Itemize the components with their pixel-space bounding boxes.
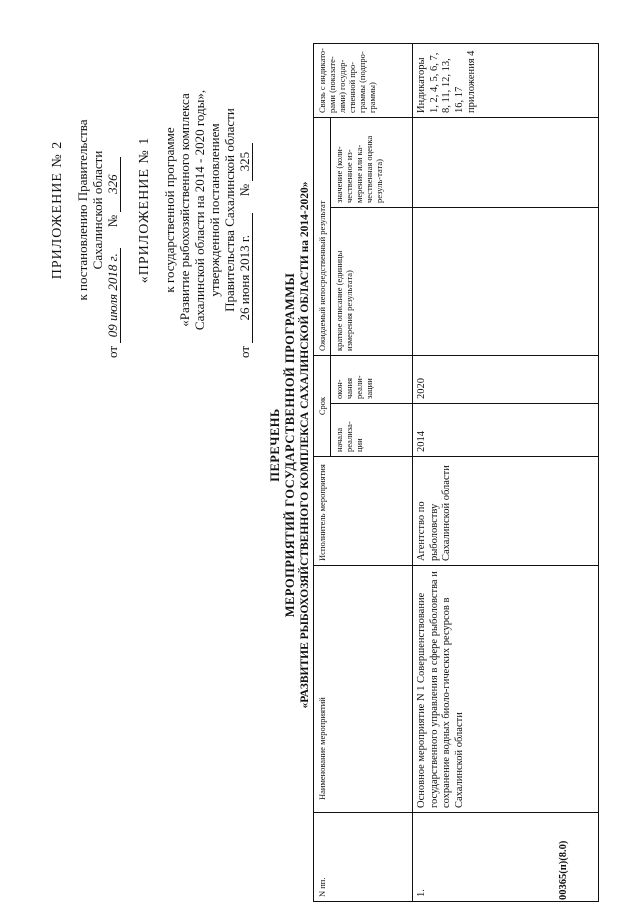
cell-start: 2014 [413,404,599,457]
appendix-resolution-line: к постановлению Правительства [75,119,90,301]
appendix-date: 09 июля 2018 г. [105,248,121,343]
cell-num: 1. [413,813,599,902]
appendix-date-line: от 09 июля 2018 г. № 326 [105,60,121,360]
program-ref-title: «ПРИЛОЖЕНИЕ № 1 [137,136,152,284]
header-expected: Ожидаемый непосредственный результат [314,118,331,356]
cell-end: 2020 [413,356,599,404]
cell-executor: Агентство по рыболовству Сахалинской области [413,457,599,566]
header-term-end: окон-чания реали-зации [331,356,413,404]
document-heading [268,125,313,765]
header-term-start: начала реализа-ции [331,404,413,457]
heading-line3: «РАЗВИТИЕ РЫБОХОЗЯЙСТВЕННОГО КОМПЛЕКСА САХАЛИНСКОЙ ОБЛАСТИ на 2014-2020» [299,181,311,709]
program-ref-date-line: от 26 июня 2013 г. № 325 [237,60,253,360]
program-ref-number: 325 [237,143,253,181]
table-row [413,44,599,902]
cell-name: Основное мероприятие N 1 Совершенствование государственного управления в сфере рыболовства и сохранение водных биоло-гических ресурсов в Сахалинской области [413,566,599,813]
header-num: N пп. [314,813,413,902]
header-expected-desc: краткое описание (единицы измерения результата) [331,208,413,356]
appendix-number: 326 [105,157,121,212]
program-ref-line5: Правительства Сахалинской области [222,108,237,312]
program-ref-line1: к государственной программе [162,127,177,293]
heading-line2: МЕРОПРИЯТИЙ ГОСУДАРСТВЕННОЙ ПРОГРАММЫ [283,272,297,618]
program-ref-line3: Сахалинской области на 2014 - 2020 годы», [192,89,207,331]
cell-link: Индикаторы 1, 2, 4, 5, 6, 7, 8, 11, 12, 13, 16, 17 приложения 4 [413,44,599,118]
header-expected-value: значение (коли-чественное из-мерение или ка-чественная оценка резуль-тата) [331,118,413,208]
table-header-row-1 [314,44,331,902]
program-ref-line4: утвержденной постановлением [207,123,222,297]
cell-value [413,118,599,208]
appendix-region-line: Сахалинской области [90,150,105,270]
header-executor: Исполнитель мероприятия [314,457,413,566]
measures-table [313,43,599,902]
program-ref-line2: «Развитие рыбохозяйственного комплекса [177,93,192,327]
header-name: Наименование мероприятий [314,566,413,813]
appendix-block [50,60,253,360]
cell-desc [413,208,599,356]
header-term: Срок [314,356,331,457]
heading-line1: ПЕРЕЧЕНЬ [268,408,282,482]
header-link: Связь с индикато-рами (показате-лями) государ-ственной про-граммы (подпро-граммы) [314,44,413,118]
appendix-title: ПРИЛОЖЕНИЕ № 2 [50,140,65,280]
document-code: 00365(п)(8.0) [558,840,569,900]
program-ref-date: 26 июня 2013 г. [237,213,253,343]
